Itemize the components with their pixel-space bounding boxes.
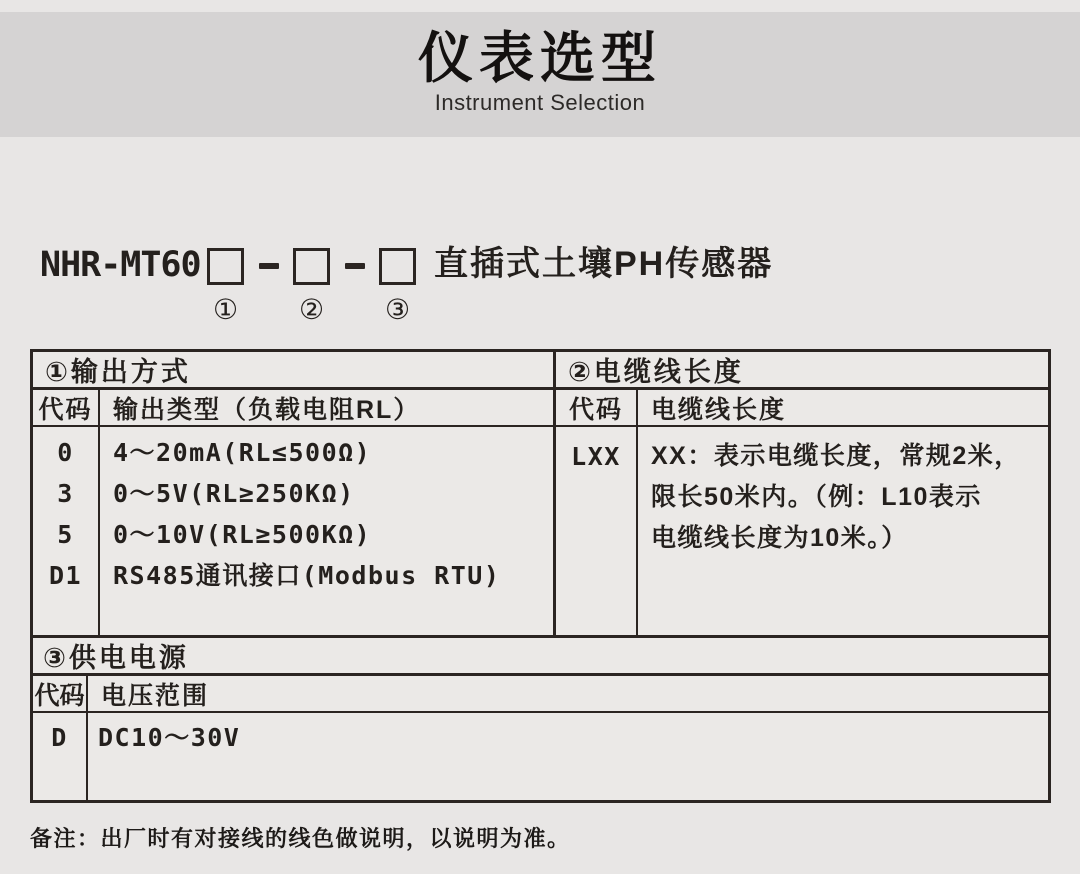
model-description: 直插式土壤PH传感器 bbox=[434, 245, 774, 283]
selection-table-upper bbox=[30, 349, 1051, 638]
output-code-cells bbox=[33, 427, 100, 635]
code-column-header: 代码 bbox=[556, 390, 638, 425]
cable-column-headers bbox=[556, 390, 1048, 427]
model-slot-1-box bbox=[207, 248, 244, 285]
table-cell: 5 bbox=[57, 520, 74, 549]
model-slot-3-box bbox=[379, 248, 416, 285]
table-cell: 3 bbox=[57, 479, 74, 508]
power-supply-table bbox=[30, 638, 1051, 803]
power-column-headers bbox=[33, 676, 1048, 713]
footnote: 备注：出厂时有对接线的线色做说明，以说明为准。 bbox=[30, 826, 571, 851]
page-header bbox=[0, 12, 1080, 137]
cable-table-body bbox=[556, 427, 1048, 635]
table-cell: 0～5V(RL≥250KΩ) bbox=[113, 479, 355, 508]
table-cell-line: 限长50米内。（例：L10表示 bbox=[651, 483, 982, 511]
cable-description-cell bbox=[638, 427, 1048, 635]
output-table-body bbox=[33, 427, 553, 635]
power-section-title: ③供电电源 bbox=[33, 638, 1048, 676]
dash-separator bbox=[259, 263, 279, 269]
table-cell: D1 bbox=[48, 561, 83, 590]
slot-2-marker: ② bbox=[298, 294, 325, 325]
slot-1-marker: ① bbox=[212, 294, 239, 325]
output-mode-section bbox=[33, 352, 553, 635]
model-code-diagram bbox=[40, 246, 940, 336]
table-cell: RS485通讯接口(Modbus RTU) bbox=[113, 561, 501, 590]
table-cell: LXX bbox=[571, 442, 621, 471]
model-prefix: NHR-MT60 bbox=[40, 245, 201, 285]
table-cell-line: 电缆线长度为10米。） bbox=[651, 524, 908, 552]
cable-length-column-header: 电缆线长度 bbox=[651, 395, 787, 424]
output-type-column-header: 输出类型（负载电阻RL） bbox=[113, 395, 421, 424]
output-column-headers bbox=[33, 390, 553, 427]
code-column-header: 代码 bbox=[33, 676, 88, 711]
table-cell: 4～20mA(RL≤500Ω) bbox=[113, 438, 372, 467]
power-table-body bbox=[33, 713, 1048, 800]
table-cell: 0～10V(RL≥500KΩ) bbox=[113, 520, 372, 549]
output-type-cells bbox=[100, 427, 553, 635]
dash-separator bbox=[345, 263, 365, 269]
slot-3-marker: ③ bbox=[384, 294, 411, 325]
voltage-range-cell bbox=[88, 713, 1048, 800]
voltage-range-column-header: 电压范围 bbox=[101, 681, 210, 710]
table-cell: 0 bbox=[57, 438, 74, 467]
model-slot-2-box bbox=[293, 248, 330, 285]
page-subtitle: Instrument Selection bbox=[434, 89, 646, 115]
code-column-header: 代码 bbox=[33, 390, 100, 425]
cable-length-section bbox=[553, 352, 1048, 635]
table-cell-line: XX：表示电缆长度，常规2米， bbox=[651, 442, 1021, 470]
page-title: 仪表选型 bbox=[417, 27, 662, 89]
table-cell: DC10～30V bbox=[98, 723, 241, 752]
power-code-cell bbox=[33, 713, 88, 800]
cable-code-cell bbox=[556, 427, 638, 635]
table-cell: D bbox=[51, 723, 68, 752]
output-section-title: ①输出方式 bbox=[33, 352, 553, 390]
cable-section-title: ②电缆线长度 bbox=[556, 352, 1048, 390]
